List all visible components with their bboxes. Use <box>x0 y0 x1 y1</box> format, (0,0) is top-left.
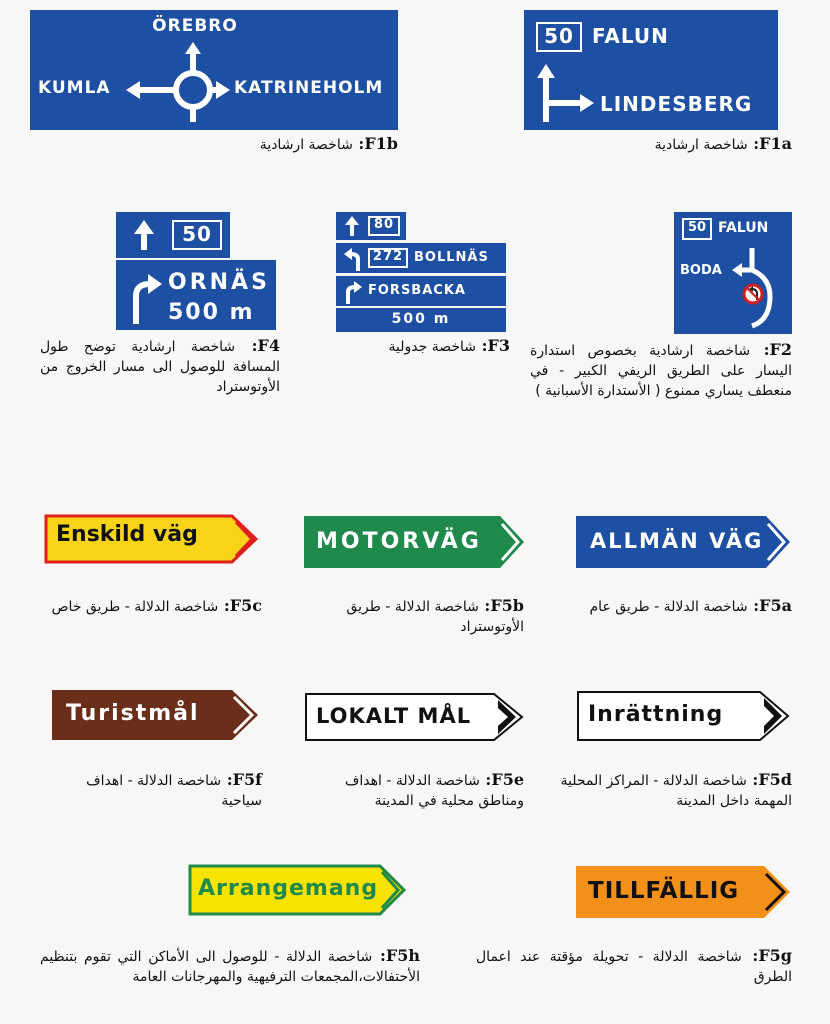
caption-code: F5h <box>385 946 420 965</box>
caption-f5d: F5d: شاخصة الدلالة - المراكز المحلية المهمة داخل المدينة <box>560 770 792 809</box>
caption-code: F5b <box>490 596 524 615</box>
f5b-label: MOTORVÄG <box>316 529 482 554</box>
sign-f4-top <box>116 212 230 258</box>
sign-f4-bottom <box>116 260 276 330</box>
caption-text: شاخصة الدلالة - للوصول الى الأماكن التي تقوم بتنظيم الأحتفالات،المجمعات الترفيهية والمهرجانات العامة <box>40 949 420 985</box>
sign-f1b <box>30 10 398 130</box>
f3-dest-bottom: FORSBACKA <box>368 283 466 298</box>
caption-text: شاخصة الدلالة - طريق الأوتوستراد <box>346 599 524 635</box>
f5e-label: LOKALT MÅL <box>316 704 472 728</box>
f1b-right-dest: KATRINEHOLM <box>234 78 384 98</box>
f1a-right-dest: LINDESBERG <box>600 92 753 116</box>
caption-f5e: F5e: شاخصة الدلالة - اهداف ومناطق محلية في المدينة <box>344 770 524 809</box>
caption-text: شاخصة ارشادية <box>259 137 353 153</box>
f1a-top-dest: FALUN <box>592 24 669 48</box>
caption-f5a: F5a: شاخصة الدلالة - طريق عام <box>589 596 792 615</box>
f5d-label: Inrättning <box>588 702 724 727</box>
caption-text: شاخصة جدولية <box>388 339 477 355</box>
f5f-label: Turistmål <box>66 701 200 726</box>
sign-f3-row1 <box>336 212 406 240</box>
f4-distance: 500 m <box>168 300 255 325</box>
f2-top-dest: FALUN <box>718 220 769 236</box>
caption-text: شاخصة الدلالة - اهداف ومناطق محلية في المدينة <box>344 773 524 809</box>
f5h-label: Arrangemang <box>198 876 379 901</box>
caption-code: F1b <box>364 134 398 153</box>
sign-f2 <box>674 212 792 334</box>
caption-code: F3 <box>487 336 510 355</box>
sign-f3-row2 <box>336 243 506 273</box>
f1b-left-dest: KUMLA <box>38 78 111 98</box>
caption-code: F5c <box>229 596 262 615</box>
caption-f2: F2: شاخصة ارشادية بخصوص استدارة اليسار على الطريق الريفي الكبير - في منعطف يساري ممنوع ( الأستدارة الأسبانية ) <box>530 340 793 399</box>
f3-route-top: 80 <box>373 217 395 232</box>
sign-f3-row4 <box>336 308 506 332</box>
caption-text: شاخصة ارشادية توضح طول المسافة للوصول الى مسار الخروج من الأوتوستراد <box>40 339 280 395</box>
arrow-up-icon <box>344 216 360 236</box>
turn-right-arrow-icon <box>342 280 364 304</box>
f2-route-number: 50 <box>687 220 707 235</box>
caption-code: F5f <box>232 770 262 789</box>
f3-dest-mid: BOLLNÄS <box>414 250 489 265</box>
caption-text: شاخصة ارشادية بخصوص استدارة اليسار على الطريق الريفي الكبير - في منعطف يساري ممنوع ( الأستدارة الأسبانية ) <box>530 343 792 399</box>
caption-f5c: F5c: شاخصة الدلالة - طريق خاص <box>51 596 262 615</box>
sign-f3-row3 <box>336 276 506 306</box>
caption-code: F5d <box>758 770 792 789</box>
caption-text: شاخصة ارشادية <box>654 137 748 153</box>
caption-f5g: F5g: شاخصة الدلالة - تحويلة مؤقتة عند اعمال الطرق <box>476 946 792 985</box>
f4-dest: ORNÄS <box>168 270 270 295</box>
caption-f5h: F5h: شاخصة الدلالة - للوصول الى الأماكن التي تقوم بتنظيم الأحتفالات،المجمعات الترفيهية والمهرجانات العامة <box>40 946 420 985</box>
turn-left-arrow-icon <box>342 247 364 271</box>
caption-f1b: F1b: شاخصة ارشادية <box>259 134 398 153</box>
caption-text: شاخصة الدلالة - طريق عام <box>589 599 748 615</box>
sign-f1a <box>524 10 778 130</box>
caption-f4: F4: شاخصة ارشادية توضح طول المسافة للوصول الى مسار الخروج من الأوتوستراد <box>40 336 281 395</box>
f4-route-number: 50 <box>182 222 212 246</box>
caption-code: F5g <box>758 946 792 965</box>
f5g-label: TILLFÄLLIG <box>588 878 740 904</box>
arrow-up-icon <box>132 220 156 250</box>
f3-route-mid: 272 <box>372 249 404 264</box>
caption-text: شاخصة الدلالة - اهداف سياحية <box>86 773 262 809</box>
f5a-label: ALLMÄN VÄG <box>590 529 764 553</box>
f1a-route-number: 50 <box>544 24 574 48</box>
caption-code: F4 <box>257 336 281 355</box>
caption-f5f: F5f: شاخصة الدلالة - اهداف سياحية <box>86 770 262 809</box>
f5c-label: Enskild väg <box>56 522 198 547</box>
caption-f5b: F5b: شاخصة الدلالة - طريق الأوتوستراد <box>346 596 524 635</box>
caption-code: F2 <box>769 340 793 359</box>
caption-code: F5a <box>759 596 792 615</box>
f1b-top-dest: ÖREBRO <box>152 16 238 36</box>
caption-text: شاخصة الدلالة - المراكز المحلية المهمة داخل المدينة <box>560 773 792 809</box>
caption-f3: F3: شاخصة جدولية <box>388 336 510 355</box>
caption-text: شاخصة الدلالة - تحويلة مؤقتة عند اعمال الطرق <box>476 949 792 985</box>
f2-left-dest: BODA <box>680 263 722 278</box>
caption-f1a: F1a: شاخصة ارشادية <box>654 134 792 153</box>
turn-right-arrow-icon <box>126 266 166 326</box>
caption-code: F1a <box>759 134 792 153</box>
f3-distance: 500 m <box>391 311 451 327</box>
caption-text: شاخصة الدلالة - طريق خاص <box>51 599 219 615</box>
caption-code: F5e <box>491 770 524 789</box>
